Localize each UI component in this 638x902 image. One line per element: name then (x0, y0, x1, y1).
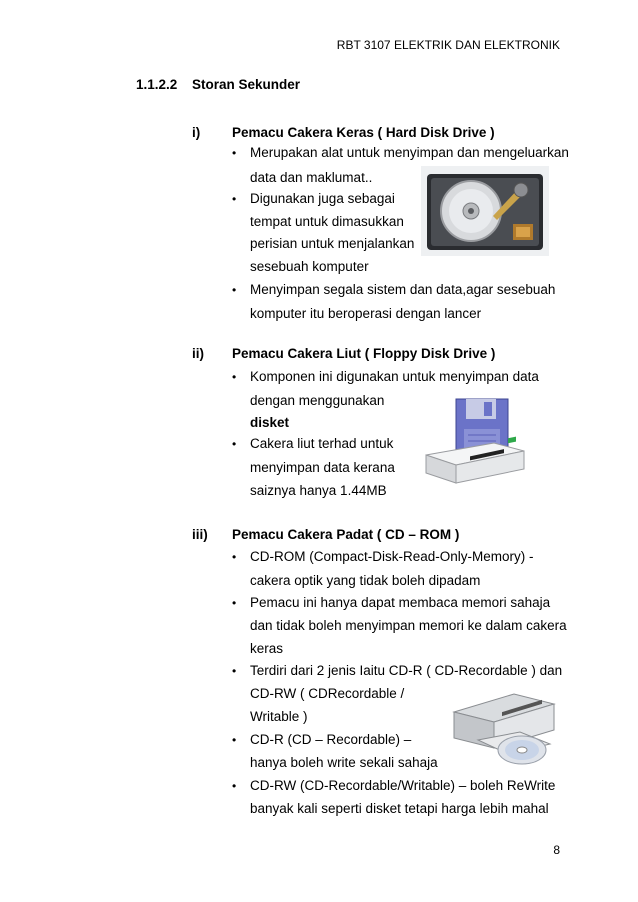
text-line: Menyimpan segala sistem dan data,agar sesebuah (250, 282, 556, 297)
text-line: CD-RW (CD-Recordable/Writable) – boleh ReWrite (250, 778, 556, 793)
item-title-cd-rom: Pemacu Cakera Padat ( CD – ROM ) (232, 527, 460, 542)
bullet-icon: • (232, 283, 237, 297)
text-line: saiznya hanya 1.44MB (250, 483, 387, 498)
bullet-icon: • (232, 192, 237, 206)
text-line-bold: disket (250, 415, 290, 430)
text-line: CD-RW ( CDRecordable / (250, 686, 405, 701)
text-line: dengan menggunakan (250, 393, 385, 408)
text-line: Komponen ini digunakan untuk menyimpan data (250, 369, 539, 384)
bullet-icon: • (232, 437, 237, 451)
text-line: Digunakan juga sebagai (250, 191, 395, 206)
bullet-icon: • (232, 664, 237, 678)
section-title: Storan Sekunder (192, 77, 301, 92)
text-line: hanya boleh write sekali sahaja (250, 755, 438, 770)
text-line: perisian untuk menjalankan (250, 236, 415, 251)
bullet-icon: • (232, 370, 237, 384)
floppy-disk-drive-icon (420, 395, 530, 490)
text-line: Cakera liut terhad untuk (250, 436, 394, 451)
text-line: tempat untuk dimasukkan (250, 214, 404, 229)
text-line: CD-ROM (Compact-Disk-Read-Only-Memory) - (250, 549, 534, 564)
section-number: 1.1.2.2 (136, 77, 178, 92)
text-line: CD-R (CD – Recordable) – (250, 732, 412, 747)
text-line: cakera optik yang tidak boleh dipadam (250, 573, 481, 588)
item-number-3: iii) (192, 527, 208, 542)
bullet-icon: • (232, 550, 237, 564)
text-line: komputer itu beroperasi dengan lancer (250, 306, 482, 321)
bullet-icon: • (232, 596, 237, 610)
text-line: Terdiri dari 2 jenis Iaitu CD-R ( CD-Recordable ) dan (250, 663, 563, 678)
item-title-hard-disk: Pemacu Cakera Keras ( Hard Disk Drive ) (232, 125, 495, 140)
text-line: keras (250, 641, 284, 656)
item-title-floppy-disk: Pemacu Cakera Liut ( Floppy Disk Drive ) (232, 346, 496, 361)
bullet-icon: • (232, 779, 237, 793)
cd-rom-drive-icon (450, 688, 558, 776)
text-line: banyak kali seperti disket tetapi harga lebih mahal (250, 801, 549, 816)
item-number-1: i) (192, 125, 201, 140)
text-line: sesebuah komputer (250, 259, 369, 274)
text-line: dan tidak boleh menyimpan memori ke dalam cakera (250, 618, 567, 633)
bullet-icon: • (232, 146, 237, 160)
text-line: Merupakan alat untuk menyimpan dan mengeluarkan (250, 145, 569, 160)
text-line: data dan maklumat.. (250, 170, 373, 185)
running-header: RBT 3107 ELEKTRIK DAN ELEKTRONIK (336, 38, 560, 52)
text-line: menyimpan data kerana (250, 460, 395, 475)
text-line: Pemacu ini hanya dapat membaca memori sahaja (250, 595, 551, 610)
item-number-2: ii) (192, 346, 204, 361)
page-number: 8 (553, 843, 560, 857)
hard-disk-drive-icon (421, 166, 549, 256)
bullet-icon: • (232, 733, 237, 747)
text-line: Writable ) (250, 709, 308, 724)
